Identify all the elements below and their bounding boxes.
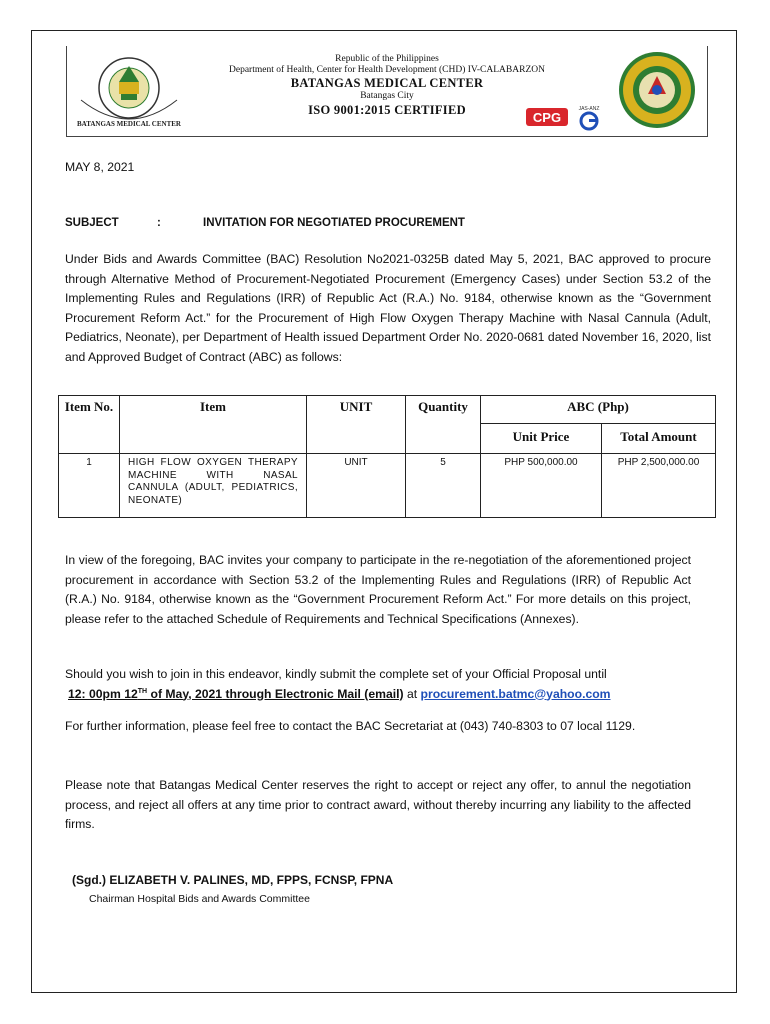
- department-of-health-seal: [617, 50, 697, 130]
- signatory-title: Chairman Hospital Bids and Awards Committee: [89, 893, 310, 905]
- svg-text:BATANGAS MEDICAL CENTER: BATANGAS MEDICAL CENTER: [77, 120, 181, 128]
- submission-intro: Should you wish to join in this endeavor, kindly submit the complete set of your Official Proposal until: [65, 667, 607, 681]
- letter-date: MAY 8, 2021: [65, 160, 135, 174]
- row-quantity: 5: [406, 454, 481, 518]
- paragraph-intro: Under Bids and Awards Committee (BAC) Resolution No2021-0325B dated May 5, 2021, BAC approved to procure through Alternative Method of Procurement-Negotiated Procurement (Emergency Cases) under Section 53.2 of the Implementing Rules and Regulations (IRR) of Republic Act (R.A.) No. 9184, otherwise known as the “Government Procurement Reform Act.” for the Procurement of High Flow Oxygen Therapy Machine with Nasal Cannula (Adult, Pediatrics, Neonate), per Department of Health issued Department Order No. 2020-0681 dated November 16, 2020, list and Approved Budget of Contract (ABC) as follows:: [65, 252, 711, 364]
- subject-line: [65, 214, 465, 234]
- subject-colon: :: [157, 217, 161, 229]
- hospital-name: BATANGAS MEDICAL CENTER: [290, 76, 484, 90]
- letterhead: [66, 46, 708, 137]
- header-quantity: Quantity: [406, 396, 481, 454]
- paragraph-reservation: Please note that Batangas Medical Center reserves the right to accept or reject any offer, to annul the negotiation process, and reject all offers at any time prior to contract award, without thereby incurring any liability to the affected firms.: [65, 778, 691, 831]
- svg-text:CPG: CPG: [532, 110, 562, 125]
- abc-table: [58, 395, 716, 518]
- row-total-amount: PHP 2,500,000.00: [602, 454, 716, 518]
- iso-certification: ISO 9001:2015 CERTIFIED: [308, 103, 466, 117]
- deadline-time: 12: 00pm 12TH of May, 2021: [68, 686, 223, 701]
- paragraph-submission: [65, 665, 705, 704]
- letterhead-text: [67, 54, 707, 118]
- header-unit: UNIT: [307, 396, 406, 454]
- subject-label: SUBJECT: [65, 217, 119, 229]
- row-item-description: HIGH FLOW OXYGEN THERAPY MACHINE WITH NASAL CANNULA (ADULT, PEDIATRICS, NEONATE): [120, 454, 307, 518]
- table-header-row: [59, 396, 716, 424]
- svg-text:JAS-ANZ: JAS-ANZ: [578, 106, 600, 112]
- deadline-at: at: [403, 686, 421, 701]
- country-line: Republic of the Philippines: [335, 54, 439, 64]
- row-unit-price: PHP 500,000.00: [481, 454, 602, 518]
- department-line: Department of Health, Center for Health Development (CHD) IV-CALABARZON: [229, 65, 545, 75]
- submission-deadline: [65, 685, 705, 705]
- city-line: Batangas City: [360, 91, 414, 101]
- row-item-no: 1: [59, 454, 120, 518]
- paragraph-contact: For further information, please feel free to contact the BAC Secretariat at (043) 740-8303 to 07 local 1129.: [65, 719, 636, 733]
- deadline-via: through Electronic Mail (email): [222, 686, 404, 701]
- cpg-certification-logo: [525, 102, 611, 132]
- row-unit: UNIT: [307, 454, 406, 518]
- header-item: Item: [120, 396, 307, 454]
- header-abc: ABC (Php): [481, 396, 716, 424]
- document-page: [31, 30, 737, 993]
- procurement-email-link[interactable]: procurement.batmc@yahoo.com: [420, 686, 611, 701]
- header-unit-price: Unit Price: [481, 424, 602, 454]
- subject-value: INVITATION FOR NEGOTIATED PROCUREMENT: [203, 217, 465, 229]
- signatory-name: (Sgd.) ELIZABETH V. PALINES, MD, FPPS, FCNSP, FPNA: [72, 873, 394, 887]
- header-total-amount: Total Amount: [602, 424, 716, 454]
- table-row: [59, 454, 716, 518]
- paragraph-invitation: In view of the foregoing, BAC invites your company to participate in the re-negotiation of the aforementioned project procurement in accordance with Section 53.2 of the Implementing Rules and Regulations (IRR) of Republic Act (R.A.) No. 9184, otherwise known as the “Government Procurement Reform Act.” For more details on this project, please refer to the attached Schedule of Requirements and Technical Specifications (Annexes).: [65, 553, 691, 626]
- header-item-no: Item No.: [59, 396, 120, 454]
